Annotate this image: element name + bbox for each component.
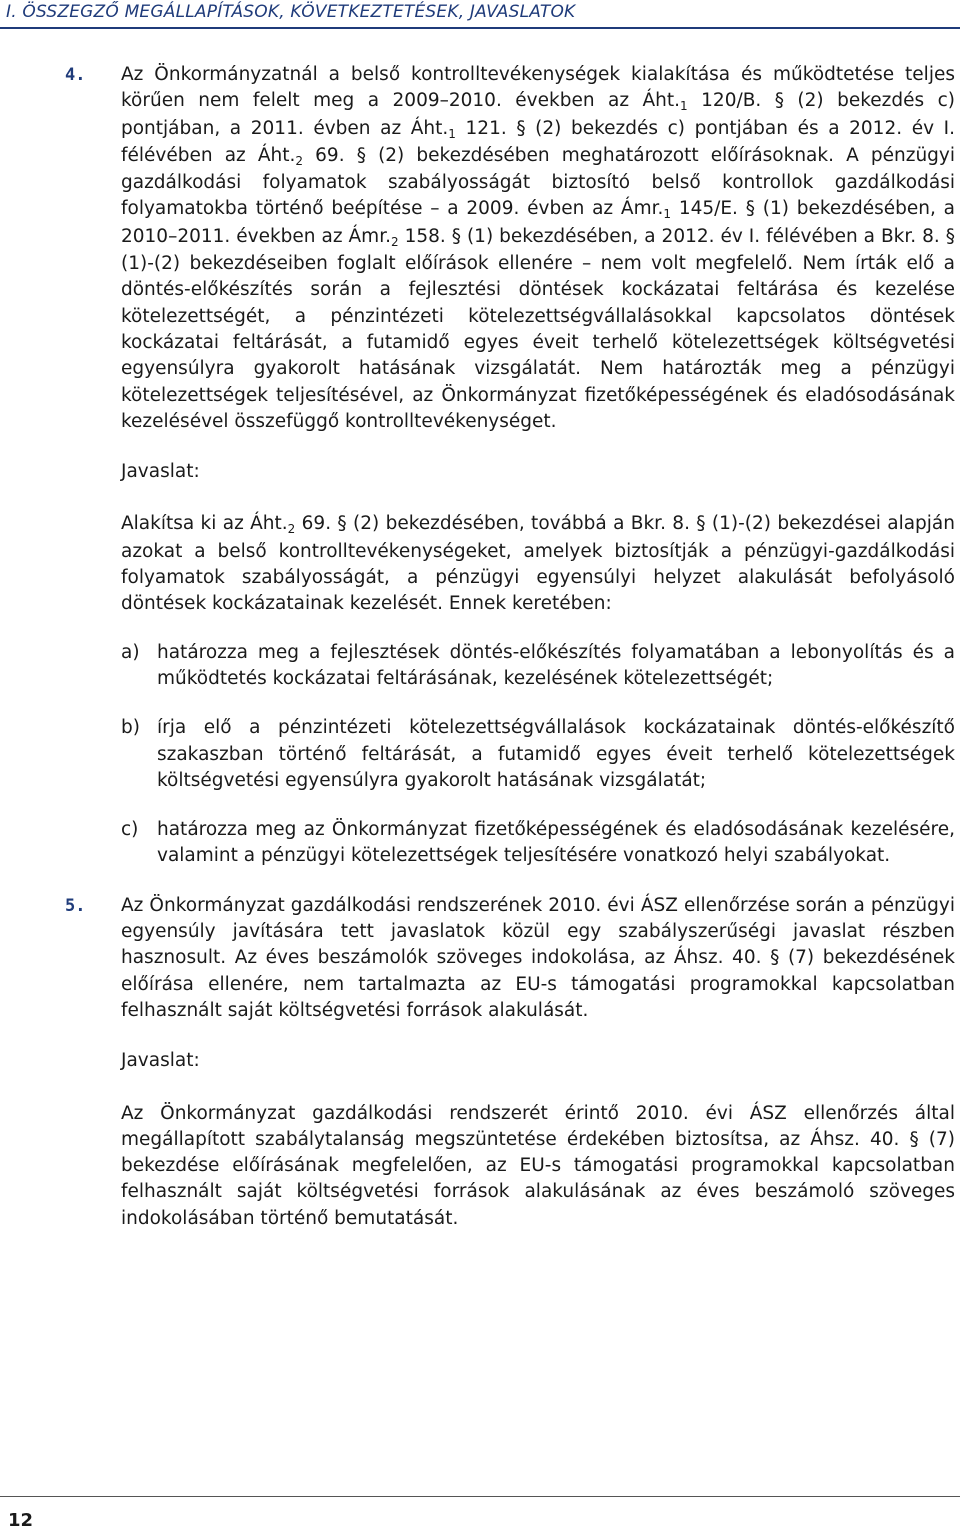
page-number: 12 (8, 1510, 34, 1531)
recommendation-text: Az Önkormányzat gazdálkodási rendszerét érintő 2010. évi ÁSZ ellenőrzés által megállapított szabálytalanság megszüntetése érdekében biztosítsa, az Áhsz. 40. § (7) bekezdése előírásának megfelelően, az EU-s támogatási programokkal kapcsolatban felhasznált saját költségvetési források alakulásának az éves beszámoló szöveges indokolásában történő bemutatását. (121, 1102, 955, 1229)
list-item-text: határozza meg a fejlesztések döntés-előkészítés folyamatában a lebonyolítás és a működtetés kockázatai feltárásának, kezelésének kötelezettségét; (157, 641, 955, 689)
list-item (121, 715, 955, 794)
list-item (121, 640, 955, 693)
finding-text: Az Önkormányzatnál a belső kontrolltevékenységek kialakítása és működtetése teljes körűen nem felelt meg a 2009–2010. években az $Áht._1$ 120/B. § (2) bekezdés c) pontjában, a 2011. évben az $Áht._1$ 121. § (2) bekezdés c) pontjában és a 2012. év I. félévében az $Áht._2$ 69. § (2) bekezdésében meghatározott előírásoknak. A pénzügyi gazdálkodási folyamatok szabályosságát biztosító belső kontrollok gazdálkodási folyamatokba történő beépítése – a 2009. évben az $Ámr._1$ 145/E. § (1) bekezdésében, a 2010–2011. években az $Ámr._2$ 158. § (1) bekezdésében, a 2012. év I. félévében a Bkr. 8. § (1)-(2) bekezdéseiben foglalt előírások ellenére – nem volt megfelelő. Nem írták elő a döntés-előkészítés során a fejlesztési döntések kockázatai feltárása és kezelése kötelezettségét, a pénzintézeti kötelezettségvállalásokkal kapcsolatos döntések kockázatai feltárását, a futamidő egyes éveit terhelő kötelezettségek költségvetési egyensúlyra gyakorolt hatásának vizsgálatát. Nem határozták meg a pénzügyi kötelezettségek teljesítésével, az Önkormányzat fizetőképességének és eladósodásának kezelésével összefüggő kontrolltevékenységet. (121, 64, 955, 432)
finding-number: 5. (65, 895, 86, 916)
finding-4 (65, 62, 955, 870)
recommendation-list (121, 640, 955, 870)
list-item-text: írja elő a pénzintézeti kötelezettségvállalások kockázatainak döntés-előkészítő szakaszban történő feltárását, a futamidő egyes éveit terhelő kötelezettségek költségvetési egyensúlyra gyakorolt hatásának vizsgálatát; (157, 717, 955, 791)
header-rule (0, 27, 960, 29)
list-item-letter: c) (121, 819, 139, 841)
list-item (121, 817, 955, 870)
recommendation-text: Alakítsa ki az $Áht._2$ 69. § (2) bekezdésében, továbbá a Bkr. 8. § (1)-(2) bekezdései alapján azokat a belső kontrolltevékenységeket, amelyek biztosítják a pénzügyi-gazdálkodási folyamatok szabályosságát, a pénzügyi egyensúlyi helyzet alakulását befolyásoló döntések kockázatainak kezelését. Ennek keretében: (121, 513, 955, 615)
finding-text: Az Önkormányzat gazdálkodási rendszerének 2010. évi ÁSZ ellenőrzése során a pénzügyi egyensúly javítására tett javaslatok közül egy szabályszerűségi javaslat részben hasznosult. Az éves beszámolók szöveges indokolása, az Áhsz. 40. § (7) bekezdésének előírása ellenére, nem tartalmazta az EU-s támogatási programokkal kapcsolatban felhasznált saját költségvetési források alakulását. (121, 894, 955, 1021)
page-header (0, 0, 960, 30)
page-footer (0, 1496, 960, 1534)
list-item-letter: a) (121, 641, 140, 663)
footer-rule (0, 1496, 960, 1497)
javaslat-label: Javaslat: (121, 1050, 200, 1072)
list-item-text: határozza meg az Önkormányzat fizetőképességének és eladósodásának kezelésére, valamint a pénzügyi kötelezettségek teljesítésére vonatkozó helyi szabályokat. (157, 819, 955, 867)
finding-number: 4. (65, 65, 86, 85)
list-item-letter: b) (121, 717, 140, 739)
section-title: I. ÖSSZEGZŐ MEGÁLLAPÍTÁSOK, KÖVETKEZTETÉSEK, JAVASLATOK (6, 2, 576, 22)
page-content (65, 62, 955, 1232)
finding-5 (65, 893, 955, 1232)
javaslat-label: Javaslat: (121, 461, 200, 483)
